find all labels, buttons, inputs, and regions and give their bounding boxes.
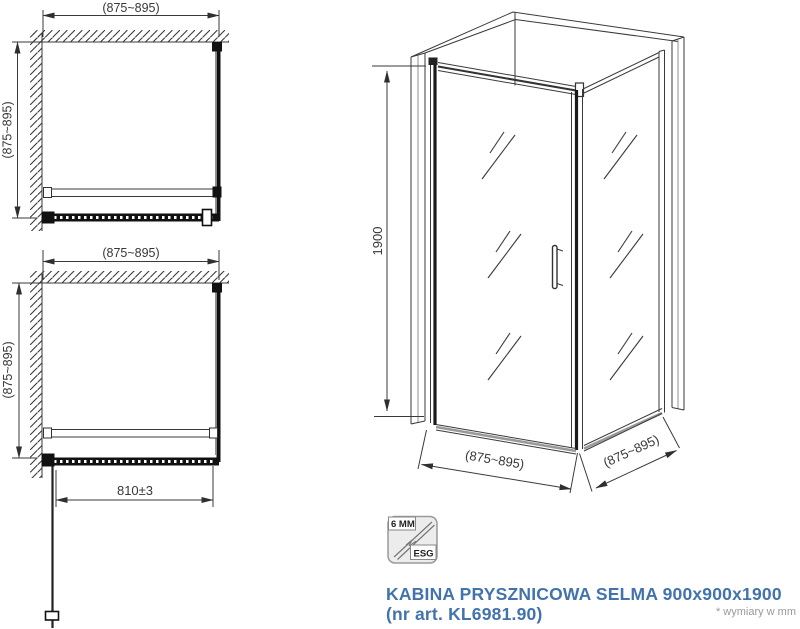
glass-spec-badge [388,517,437,564]
door-handle-plan [203,210,212,226]
support-bar-plan [44,428,218,438]
hinge-block [42,212,55,224]
door-plan-closed [42,210,220,226]
wall-hatch-left [30,33,42,231]
top-frame-edges [411,12,684,86]
threshold-bar [42,454,220,467]
door-handle-plan [46,612,59,621]
side-panel [583,50,665,451]
product-title: KABINA PRYSZNICOWA SELMA 900x900x1900 [386,584,782,604]
door-bottom-rail [436,425,576,455]
product-article-number: (nr art. KL6981.90) [386,604,543,624]
support-bar-plan [44,187,222,198]
dim-label: (875~895) [600,431,662,471]
dim-label: (875~895) [464,447,526,472]
dim-label: (875~895) [102,246,160,260]
glass-thickness-label: 6 MM [391,519,415,530]
dim-label: (875~895) [102,1,160,15]
wall-bracket-top-right [212,42,222,52]
glass-marks-side [604,132,643,380]
wall-hatch-left [30,274,42,478]
wall-hatch-top [33,30,229,42]
wall-profile-right [672,37,684,410]
glass-type-label: ESG [413,548,434,560]
corner-post [572,89,583,450]
wall-bracket-top-right [212,283,222,293]
isometric-view [370,12,684,493]
hinge-profile [429,58,438,426]
dim-label: (875~895) [1,341,15,399]
door-plan-open [46,466,59,628]
units-note: * wymiary w mm [715,606,796,618]
dim-label: (875~895) [0,101,15,159]
hinge-block [42,454,55,467]
wall-hatch-top [33,271,229,283]
dim-entry-width [56,466,213,507]
dim-label: 810±3 [116,483,154,498]
dim-side-width [596,417,680,488]
top-support-bar [438,63,584,97]
plan-view-door-open [1,246,229,628]
dim-label: 1900 [370,226,385,256]
glass-marks-door [482,132,521,380]
door-handle-3d [553,246,564,289]
wall-profile-left [411,53,425,424]
plan-view-door-closed [1,1,230,231]
